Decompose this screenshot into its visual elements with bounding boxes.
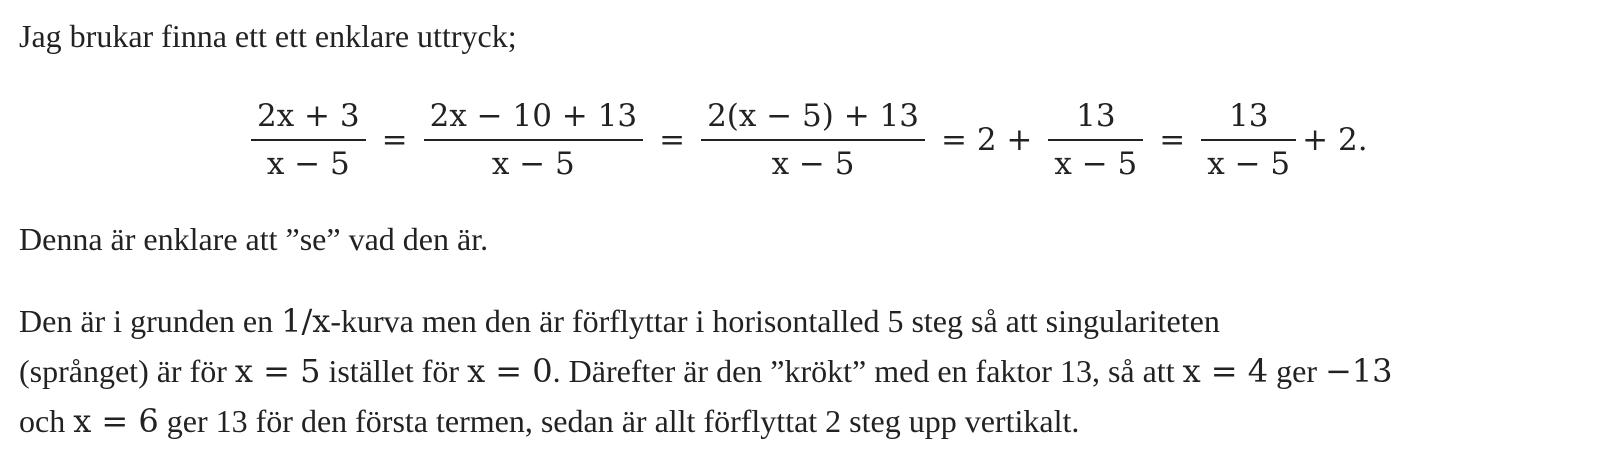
inline-math: 1/x: [281, 302, 331, 340]
fraction-2-numerator: 2x − 10 + 13: [429, 98, 638, 134]
fraction-bar: [1048, 139, 1143, 141]
fraction-bar: [251, 139, 366, 141]
text-run: ger: [1268, 353, 1325, 389]
intro-text: Jag brukar finna ett ett enklare uttryck;: [19, 18, 517, 54]
fraction-bar: [424, 139, 643, 141]
inline-math: x = 5: [234, 352, 321, 390]
equals-sign: =: [381, 122, 408, 158]
equation-end: + 2.: [1302, 122, 1368, 158]
fraction-bar: [701, 139, 925, 141]
paragraph-2: Denna är enklare att ”se” vad den är.: [19, 221, 489, 257]
text-run: istället för: [320, 353, 468, 389]
display-equation: [245, 90, 1368, 190]
text-run: ger 13 för den första termen, sedan är allt förflyttat 2 steg upp vertikalt.: [158, 403, 1080, 439]
paragraph-3-line-3: [19, 396, 1393, 446]
text-run: Den är i grunden en: [19, 303, 282, 339]
fraction-3: [701, 97, 925, 183]
paragraph-3-line-1: [19, 296, 1393, 346]
text-run: (språnget) är för: [19, 353, 235, 389]
text-run: -kurva men den är förflyttar i horisontalled 5 steg så att singulariteten: [330, 303, 1220, 339]
paragraph-3: [19, 296, 1393, 446]
fraction-2-denominator: x − 5: [491, 146, 575, 182]
inline-math: −13: [1325, 352, 1393, 390]
fraction-4: [1048, 97, 1143, 183]
fraction-1-denominator: x − 5: [266, 146, 350, 182]
equals-sign: =: [1159, 122, 1186, 158]
inline-math: x = 6: [73, 402, 159, 440]
fraction-1-numerator: 2x + 3: [257, 98, 360, 134]
equals-two-plus: = 2 +: [941, 122, 1033, 158]
text-run: och: [19, 403, 74, 439]
fraction-bar: [1201, 139, 1296, 141]
equals-sign: =: [659, 122, 686, 158]
fraction-5-denominator: x − 5: [1207, 146, 1291, 182]
paragraph-3-line-2: [19, 346, 1393, 396]
fraction-5: [1201, 97, 1296, 183]
fraction-3-numerator: 2(x − 5) + 13: [707, 98, 919, 134]
text-run: . Därefter är den ”krökt” med en faktor 13, så att: [552, 353, 1183, 389]
fraction-1: [251, 97, 366, 183]
fraction-3-denominator: x − 5: [771, 146, 855, 182]
fraction-4-denominator: x − 5: [1054, 146, 1138, 182]
inline-math: x = 0: [467, 352, 553, 390]
inline-math: x = 4: [1182, 352, 1269, 390]
fraction-2: [424, 97, 643, 183]
fraction-5-numerator: 13: [1228, 98, 1269, 134]
fraction-4-numerator: 13: [1076, 98, 1116, 134]
